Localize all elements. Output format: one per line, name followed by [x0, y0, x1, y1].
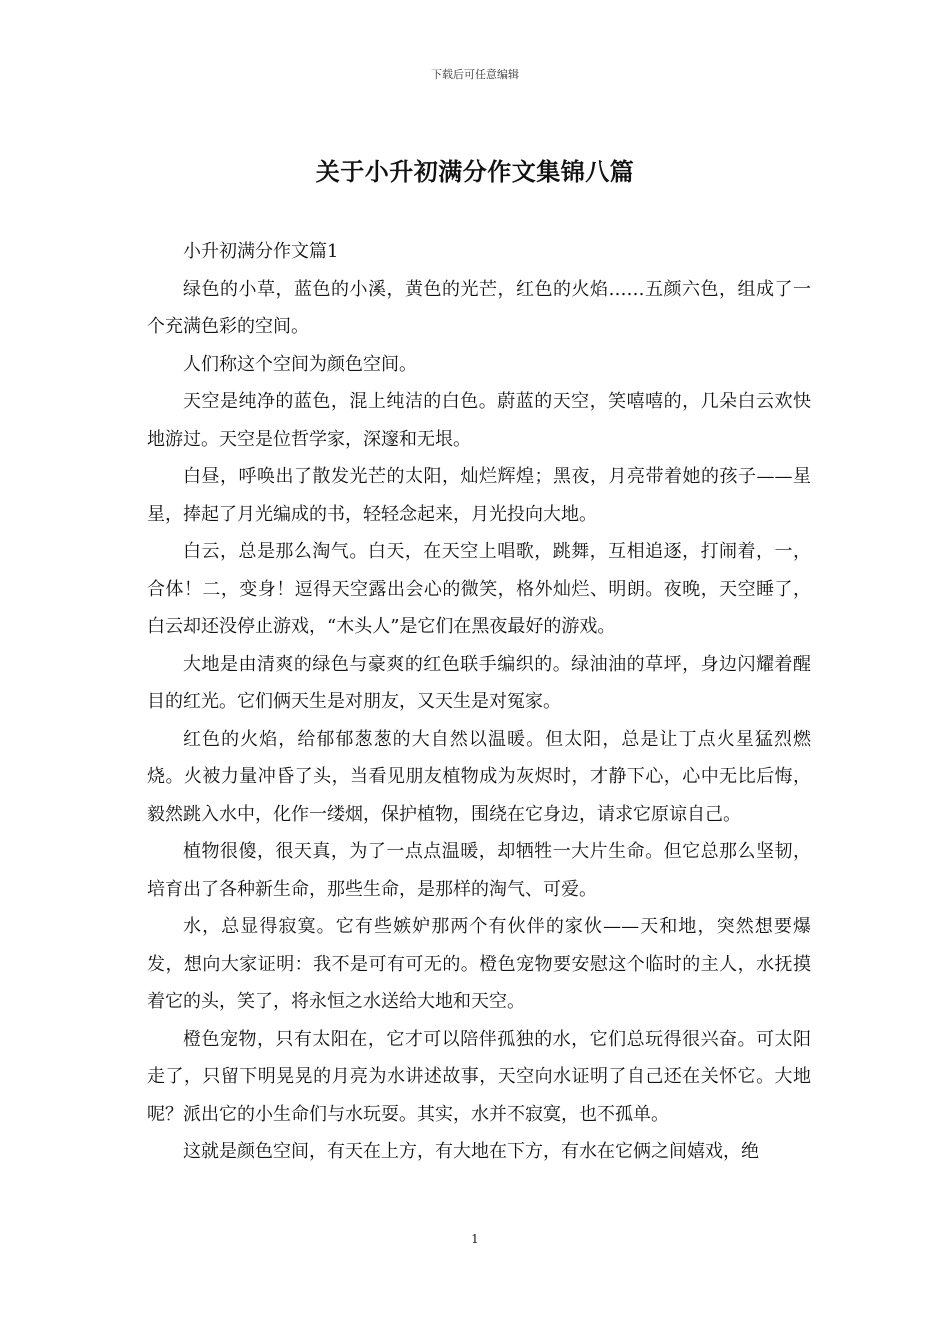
- paragraph: 白云，总是那么淘气。白天，在天空上唱歌，跳舞，互相追逐，打闹着，一，合体！二，变身！逗得天空露出会心的微笑，格外灿烂、明朗。夜晚，天空睡了，白云却还没停止游戏，“木头人”是它们在黑夜最好的游戏。: [147, 541, 811, 637]
- paragraph: 橙色宠物，只有太阳在，它才可以陪伴孤独的水，它们总玩得很兴奋。可太阳走了，只留下明晃晃的月亮为水讲述故事，天空向水证明了自己还在关怀它。大地呢？派出它的小生命们与水玩耍。其实，水并不寂寞，也不孤单。: [147, 1028, 811, 1125]
- paragraph: 天空是纯净的蓝色，混上纯洁的白色。蔚蓝的天空，笑嘻嘻的，几朵白云欢快地游过。天空是位哲学家，深邃和无垠。: [147, 391, 811, 450]
- page-number: 1: [471, 1232, 479, 1246]
- paragraph: 白昼，呼唤出了散发光芒的太阳，灿烂辉煌；黑夜，月亮带着她的孩子——星星，捧起了月光编成的书，轻轻念起来，月光投向大地。: [147, 466, 811, 525]
- header-note: 下载后可任意编辑: [431, 68, 519, 81]
- paragraph: 红色的火焰，给郁郁葱葱的大自然以温暖。但太阳，总是让丁点火星猛烈燃烧。火被力量冲昏了头，当看见朋友植物成为灰烬时，才静下心，心中无比后悔，毅然跳入水中，化作一缕烟，保护植物，围绕在它身边，请求它原谅自己。: [147, 728, 811, 825]
- paragraph: 植物很傻，很天真，为了一点点温暖，却牺牲一大片生命。但它总那么坚韧，培育出了各种新生命，那些生命，是那样的淘气、可爱。: [147, 841, 811, 900]
- document-title: 关于小升初满分作文集锦八篇: [315, 157, 635, 186]
- section-heading: 小升初满分作文篇1: [183, 241, 339, 262]
- paragraph: 绿色的小草，蓝色的小溪，黄色的光芒，红色的火焰……五颜六色，组成了一个充满色彩的空间。: [147, 278, 811, 337]
- paragraph: 人们称这个空间为颜色空间。: [183, 353, 417, 375]
- paragraph: 大地是由清爽的绿色与豪爽的红色联手编织的。绿油油的草坪，身边闪耀着醒目的红光。它们俩天生是对朋友，又天生是对冤家。: [147, 653, 811, 712]
- document-body: [147, 233, 811, 1171]
- paragraph: 这就是颜色空间，有天在上方，有大地在下方，有水在它俩之间嬉戏，绝: [183, 1141, 759, 1162]
- paragraph: 水，总显得寂寞。它有些嫉妒那两个有伙伴的家伙——天和地，突然想要爆发，想向大家证明：我不是可有可无的。橙色宠物要安慰这个临时的主人，水抚摸着它的头，笑了，将永恒之水送给大地和天空。: [147, 916, 811, 1012]
